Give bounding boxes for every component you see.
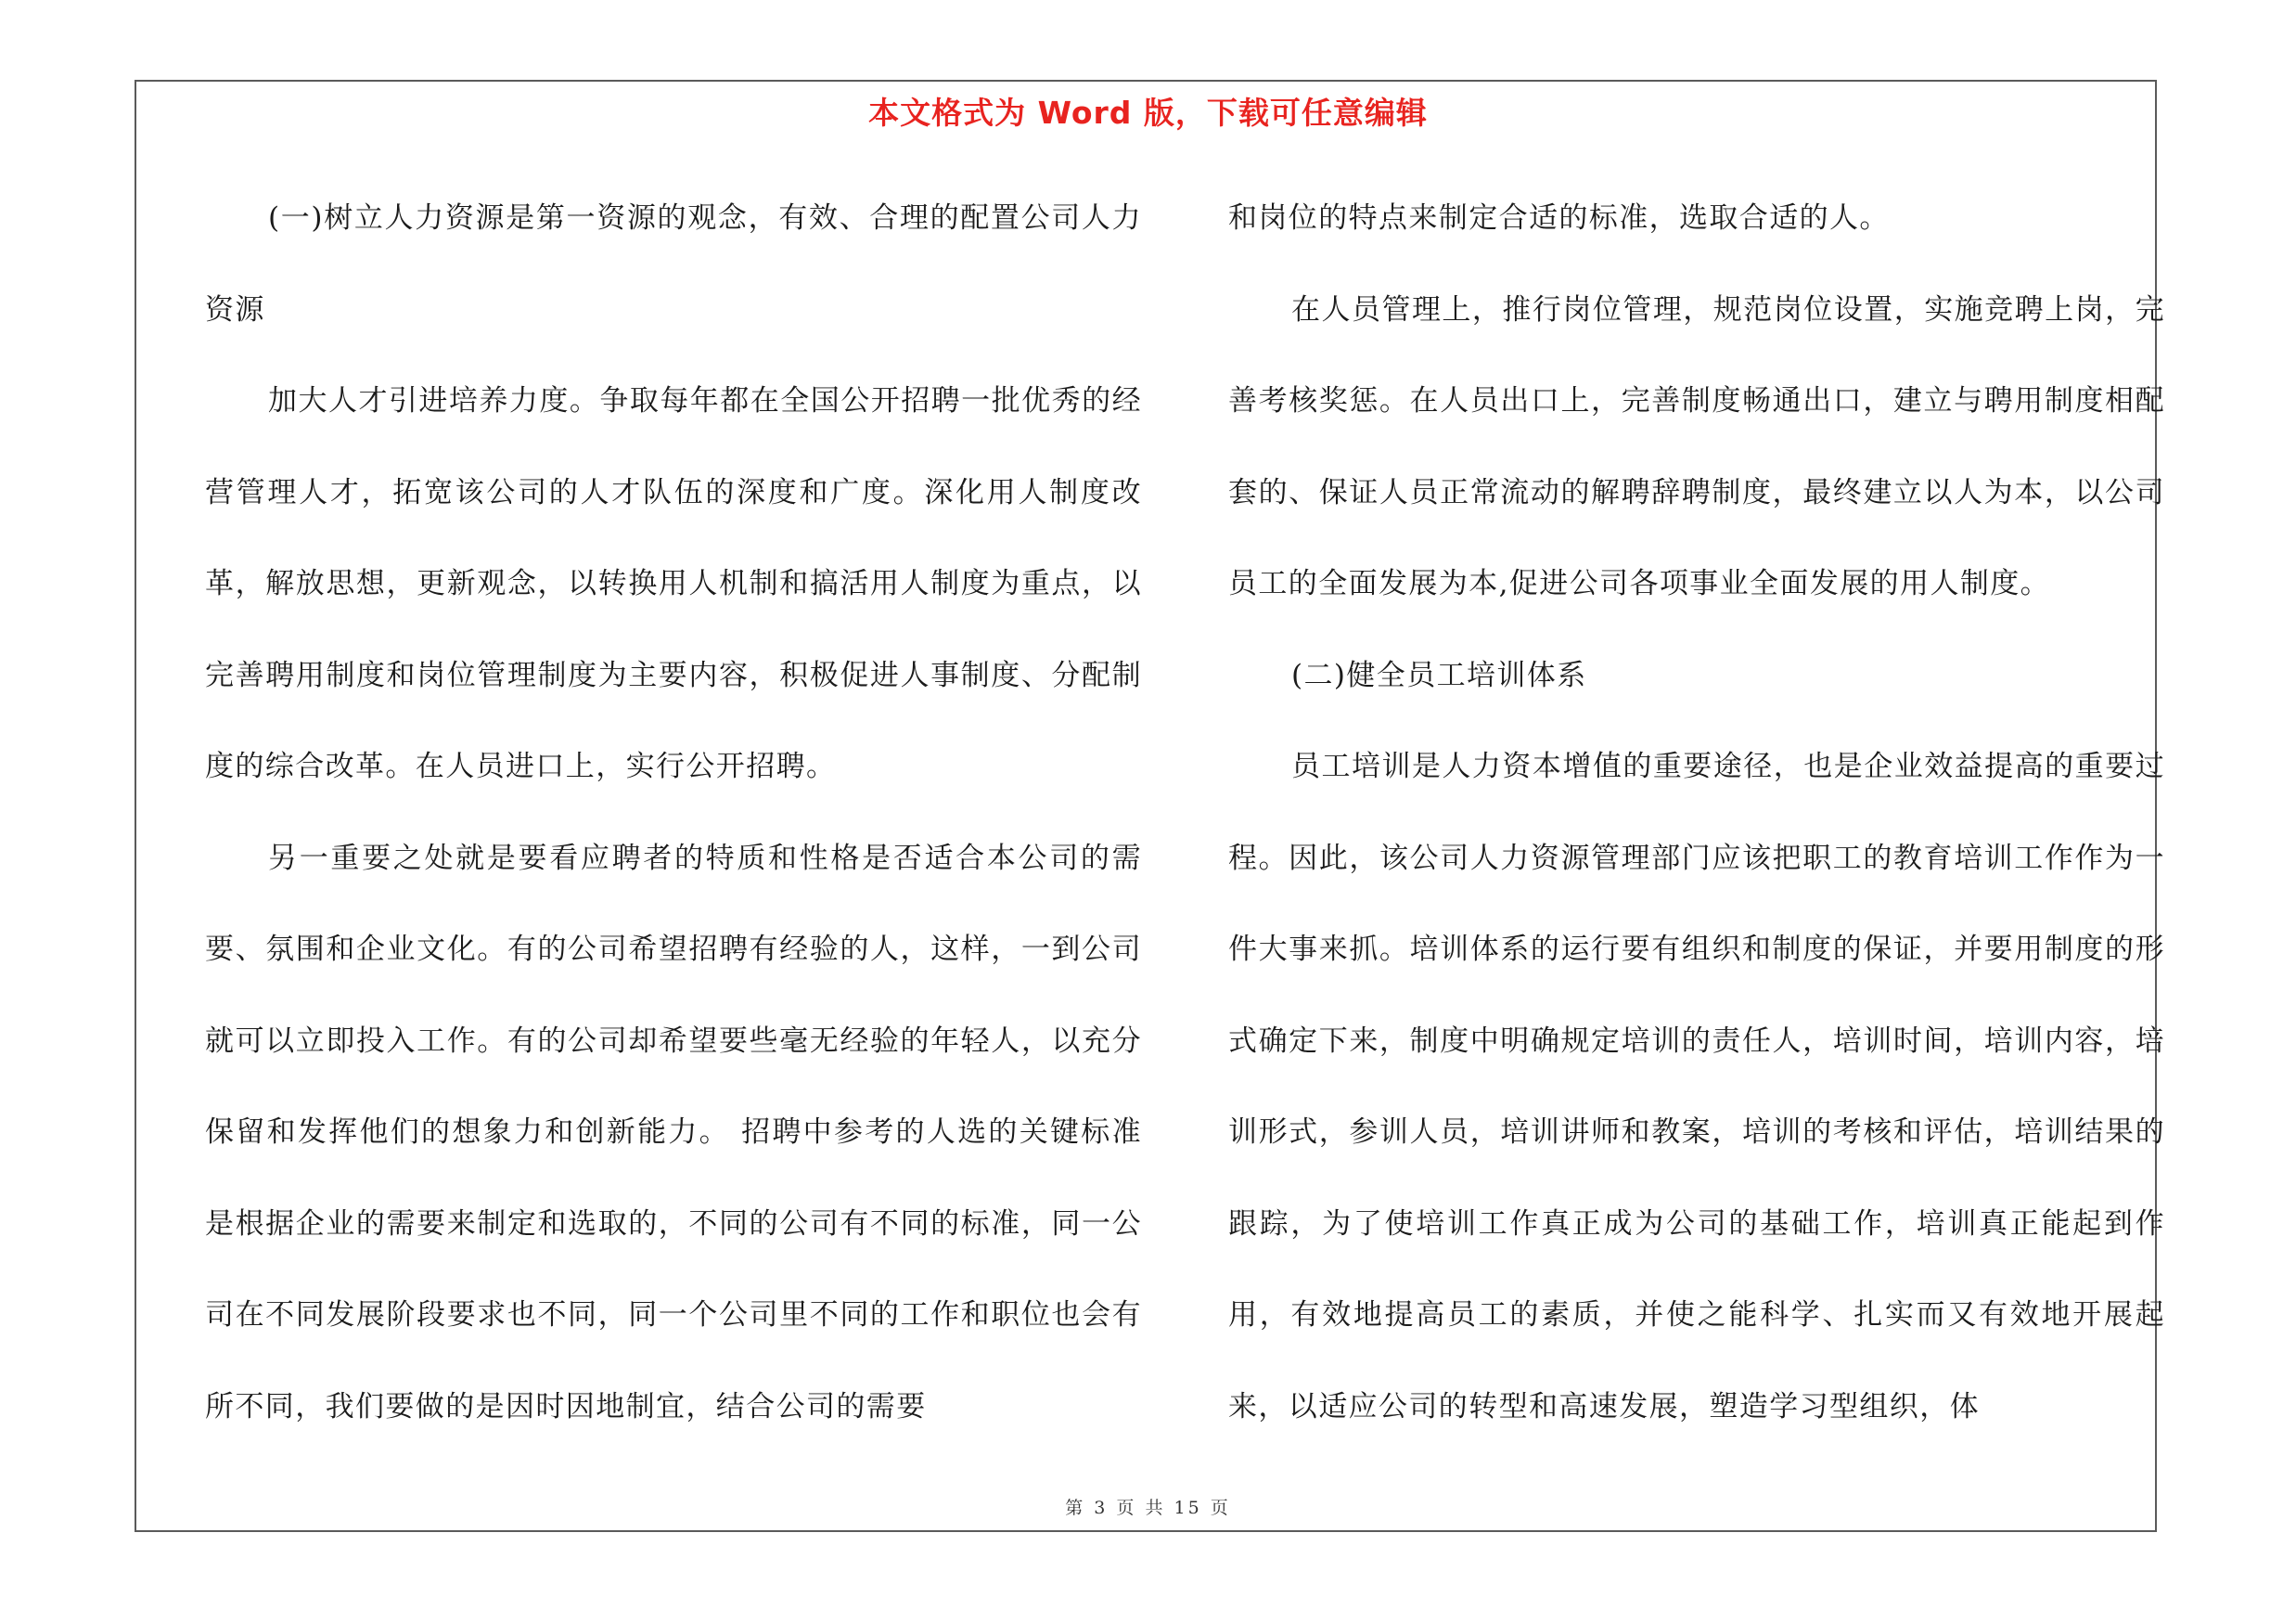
section-heading-1: (一)树立人力资源是第一资源的观念，有效、合理的配置公司人力资源	[205, 201, 1142, 327]
paragraph-staff-training: 员工培训是人力资本增值的重要途径，也是企业效益提高的重要过程。因此，该公司人力资源管理部门应该把职工的教育培训工作作为一件大事来抓。培训体系的运行要有组织和制度的保证，并要用制度的形式确定下来，制度中明确规定培训的责任人，培训时间，培训内容，培训形式，参训人员，培训讲师和教案，培训的考核和评估，培训结果的跟踪，为了使培训工作真正成为公司的基础工作，培训真正能起到作用，有效地提高员工的素质，并使之能科学、扎实而又有效地开展起来，以适应公司的转型和高速发展，塑造学习型组织，体	[1228, 750, 2165, 1423]
paragraph-candidate-traits: 另一重要之处就是要看应聘者的特质和性格是否适合本公司的需要、氛围和企业文化。有的公司希望招聘有经验的人，这样，一到公司就可以立即投入工作。有的公司却希望要些毫无经验的年轻人，以充分保留和发挥他们的想象力和创新能力。 招聘中参考的人选的关键标准是根据企业的需要来制定和选取的，不同的公司有不同的标准，同一公司在不同发展阶段要求也不同，同一个公司里不同的工作和职位也会有所不同，我们要做的是因时因地制宜，结合公司的需要	[205, 841, 1142, 1423]
right-text-column	[1228, 173, 2165, 1435]
paragraph-talent-recruitment: 加大人才引进培养力度。争取每年都在全国公开招聘一批优秀的经营管理人才，拓宽该公司的人才队伍的深度和广度。深化用人制度改革，解放思想，更新观念，以转换用人机制和搞活用人制度为重点，以完善聘用制度和岗位管理制度为主要内容，积极促进人事制度、分配制度的综合改革。在人员进口上，实行公开招聘。	[205, 384, 1142, 783]
section-heading-2: (二)健全员工培训体系	[1291, 658, 1587, 692]
format-notice-banner: 本文格式为 Word 版，下载可任意编辑	[868, 95, 1428, 131]
left-text-column	[205, 173, 1142, 1435]
page-number-footer: 第 3 页 共 15 页	[1065, 1498, 1231, 1518]
paragraph-continuation: 和岗位的特点来制定合适的标准，选取合适的人。	[1228, 201, 1890, 235]
paragraph-personnel-management: 在人员管理上，推行岗位管理，规范岗位设置，实施竞聘上岗，完善考核奖惩。在人员出口上，完善制度畅通出口，建立与聘用制度相配套的、保证人员正常流动的解聘辞聘制度，最终建立以人为本，以公司员工的全面发展为本,促进公司各项事业全面发展的用人制度。	[1228, 292, 2165, 600]
